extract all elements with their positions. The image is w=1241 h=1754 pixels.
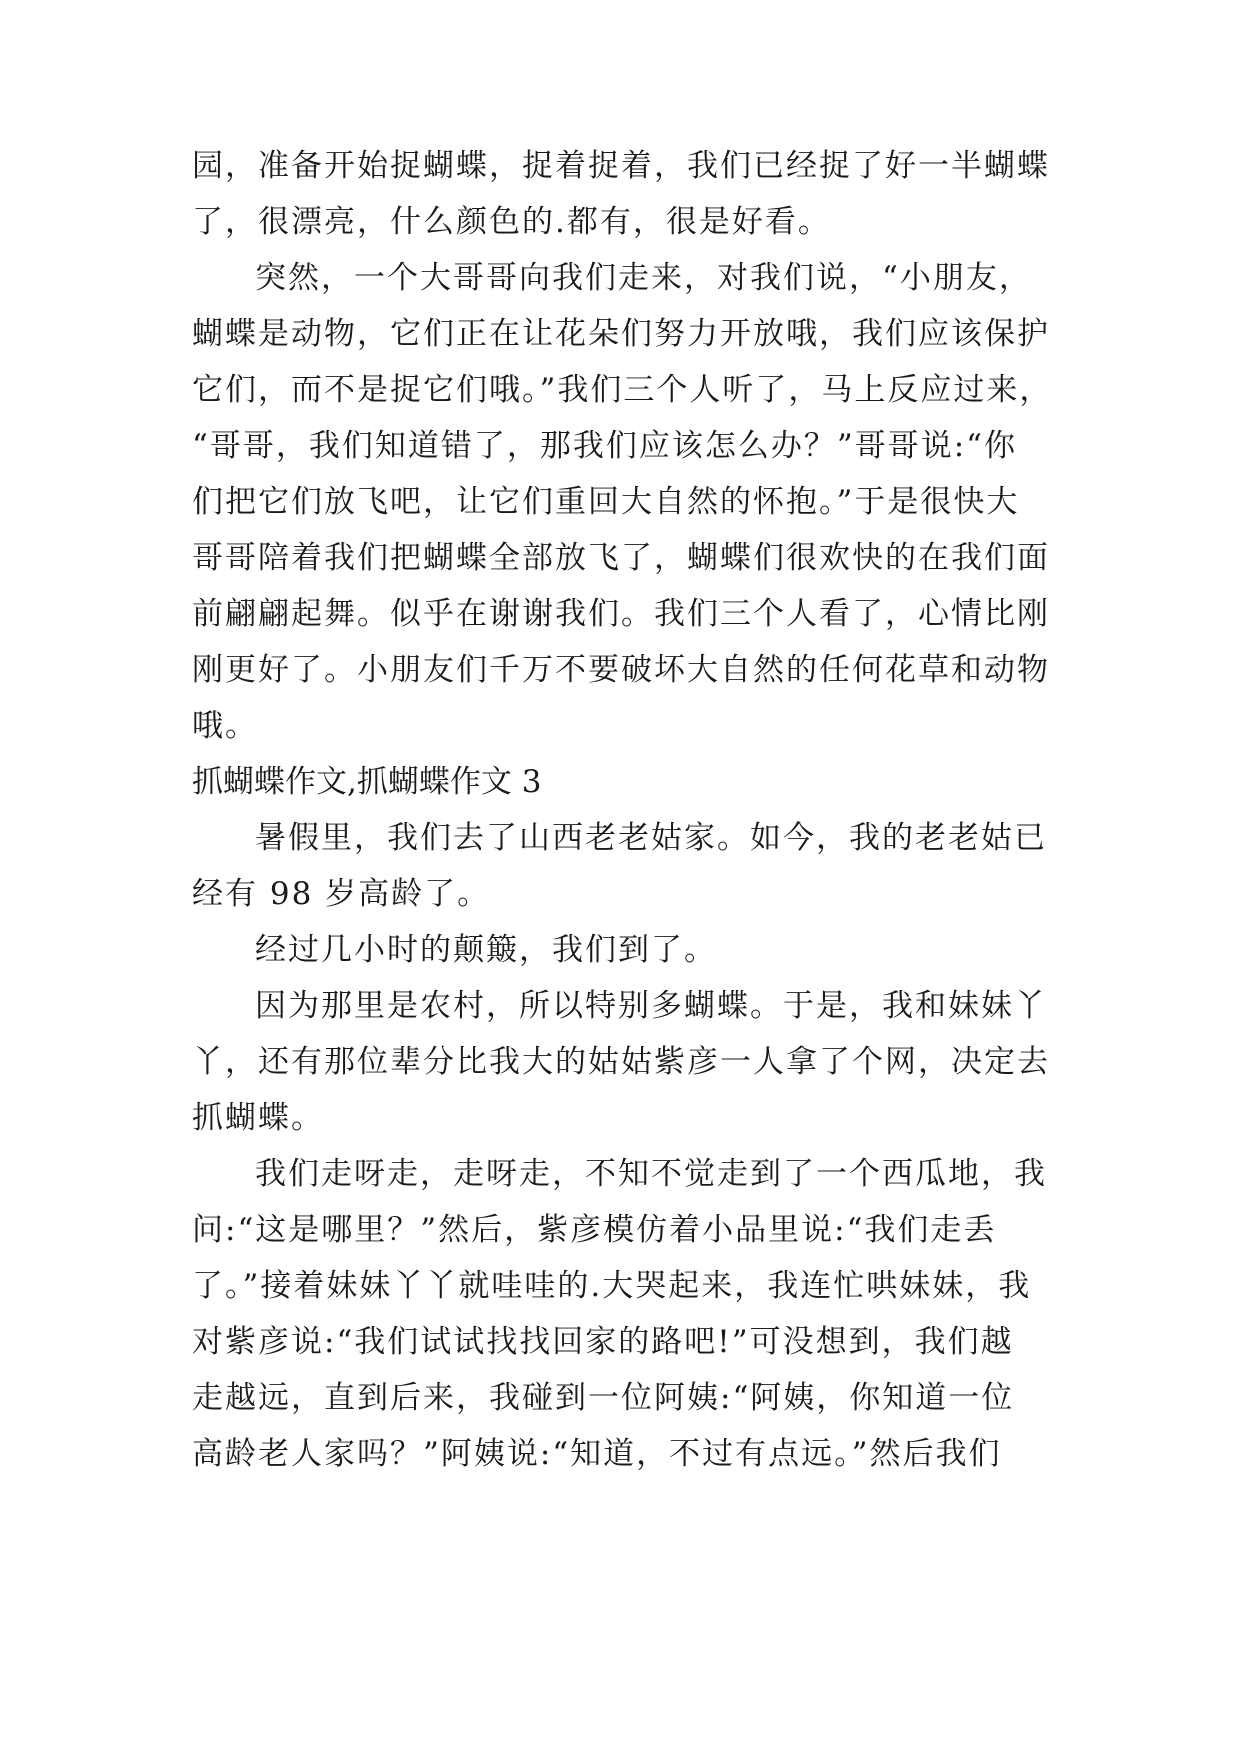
text-line: 它们，而不是捉它们哦。”我们三个人听了，马上反应过来， — [192, 372, 1053, 408]
text-line: 丫，还有那位辈分比我大的姑姑紫彦一人拿了个网，决定去 — [192, 1044, 1050, 1080]
text-line: 抓蝴蝶。 — [192, 1100, 324, 1136]
paragraph-start: 因为那里是农村，所以特别多蝴蝶。于是，我和妹妹丫 — [255, 988, 1047, 1024]
text-line: 们把它们放飞吧，让它们重回大自然的怀抱。”于是很快大 — [192, 484, 1020, 520]
text-line: 了。”接着妹妹丫丫就哇哇的.大哭起来，我连忙哄妹妹，我 — [192, 1268, 1032, 1304]
paragraph-start: 我们走呀走，走呀走，不知不觉走到了一个西瓜地，我 — [255, 1156, 1047, 1192]
section-heading: 抓蝴蝶作文,抓蝴蝶作文 3 — [192, 764, 542, 800]
text-line: 园，准备开始捉蝴蝶，捉着捉着，我们已经捉了好一半蝴蝶 — [192, 148, 1050, 184]
text-line: 了，很漂亮，什么颜色的.都有，很是好看。 — [192, 204, 831, 240]
text-line: 走越远，直到后来，我碰到一位阿姨:“阿姨，你知道一位 — [192, 1380, 1015, 1416]
text-line: “哥哥，我们知道错了，那我们应该怎么办？”哥哥说:“你 — [192, 428, 1017, 464]
text-line: 对紫彦说:“我们试试找找回家的路吧!”可没想到，我们越 — [192, 1324, 1014, 1360]
text-line: 前翩翩起舞。似乎在谢谢我们。我们三个人看了，心情比刚 — [192, 596, 1050, 632]
text-line: 蝴蝶是动物，它们正在让花朵们努力开放哦，我们应该保护 — [192, 316, 1050, 352]
text-line: 高龄老人家吗？”阿姨说:“知道，不过有点远。”然后我们 — [192, 1436, 1002, 1472]
text-line: 问:“这是哪里？”然后，紫彦模仿着小品里说:“我们走丢 — [192, 1212, 997, 1248]
text-line: 经有 98 岁高龄了。 — [192, 876, 491, 912]
text-line: 哥哥陪着我们把蝴蝶全部放飞了，蝴蝶们很欢快的在我们面 — [192, 540, 1050, 576]
text-line: 刚更好了。小朋友们千万不要破坏大自然的任何花草和动物 — [192, 652, 1050, 688]
text-line: 哦。 — [192, 708, 258, 744]
paragraph-start: 突然，一个大哥哥向我们走来，对我们说，“小朋友， — [255, 260, 1032, 296]
paragraph-start: 暑假里，我们去了山西老老姑家。如今，我的老老姑已 — [255, 820, 1047, 856]
paragraph-start: 经过几小时的颠簸，我们到了。 — [255, 932, 717, 968]
